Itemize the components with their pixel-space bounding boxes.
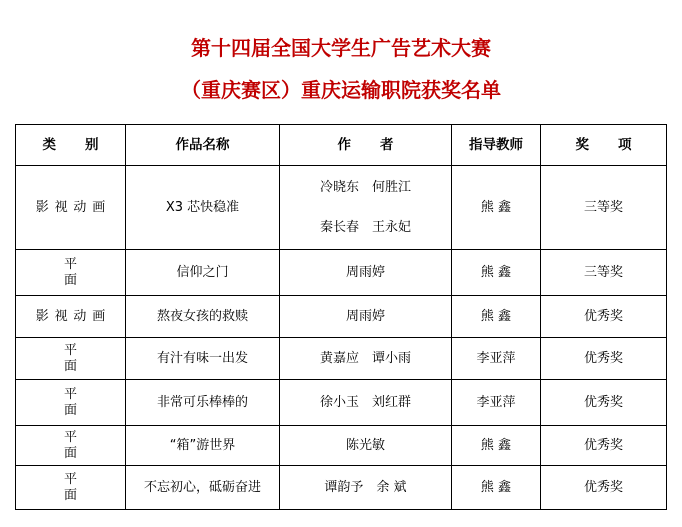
cell-authors [280, 380, 452, 426]
table-row [16, 338, 667, 380]
cell-authors [280, 338, 452, 380]
cell-category: 平 面 [16, 426, 126, 466]
cell-teacher: 熊 鑫 [452, 466, 541, 510]
author-line: 黄嘉应 谭小雨 [319, 350, 411, 366]
cell-work: X3 芯快稳准 [126, 166, 280, 250]
cell-work: 熬夜女孩的救赎 [126, 296, 280, 338]
cell-category: 平 面 [16, 380, 126, 426]
cell-teacher: 熊 鑫 [452, 250, 541, 296]
table-row [16, 380, 667, 426]
cell-teacher: 熊 鑫 [452, 296, 541, 338]
cell-work: “箱”游世界 [126, 426, 280, 466]
table-row [16, 466, 667, 510]
author-line: 徐小玉 刘红群 [319, 394, 411, 410]
author-line: 冷晓东 何胜江 [319, 179, 411, 195]
cell-teacher: 熊 鑫 [452, 166, 541, 250]
cell-award: 优秀奖 [541, 426, 667, 466]
cell-work: 信仰之门 [126, 250, 280, 296]
cell-category: 平 面 [16, 466, 126, 510]
author-line: 秦长春 王永妃 [319, 219, 411, 235]
author-line: 陈光敏 [345, 437, 385, 453]
table-row [16, 166, 667, 250]
cell-work: 非常可乐棒棒的 [126, 380, 280, 426]
header-teacher: 指导教师 [452, 125, 541, 166]
cell-authors [280, 250, 452, 296]
cell-authors [280, 166, 452, 250]
cell-award: 三等奖 [541, 250, 667, 296]
cell-teacher: 李亚萍 [452, 380, 541, 426]
cell-award: 优秀奖 [541, 466, 667, 510]
cell-teacher: 李亚萍 [452, 338, 541, 380]
header-award: 奖 项 [541, 125, 667, 166]
cell-category: 平 面 [16, 338, 126, 380]
header-category: 类 别 [16, 125, 126, 166]
cell-authors [280, 296, 452, 338]
author-line: 谭韵予 余 斌 [324, 479, 407, 495]
title-line-1: 第十四届全国大学生广告艺术大赛 [191, 36, 491, 60]
table-row [16, 250, 667, 296]
table-header-row [16, 125, 667, 166]
table-row [16, 426, 667, 466]
title-line-2: （重庆赛区）重庆运输职院获奖名单 [181, 78, 501, 102]
cell-work: 不忘初心，砥砺奋进 [126, 466, 280, 510]
table-row [16, 296, 667, 338]
cell-award: 优秀奖 [541, 296, 667, 338]
cell-category: 平 面 [16, 250, 126, 296]
header-author: 作 者 [280, 125, 452, 166]
cell-category: 影视动画 [16, 166, 126, 250]
cell-work: 有汁有味一出发 [126, 338, 280, 380]
author-line: 周雨婷 [345, 264, 385, 280]
awards-table [15, 124, 667, 510]
header-work: 作品名称 [126, 125, 280, 166]
cell-award: 三等奖 [541, 166, 667, 250]
cell-award: 优秀奖 [541, 380, 667, 426]
cell-category: 影视动画 [16, 296, 126, 338]
cell-authors [280, 426, 452, 466]
cell-teacher: 熊 鑫 [452, 426, 541, 466]
cell-award: 优秀奖 [541, 338, 667, 380]
author-line: 周雨婷 [345, 308, 385, 324]
cell-authors [280, 466, 452, 510]
